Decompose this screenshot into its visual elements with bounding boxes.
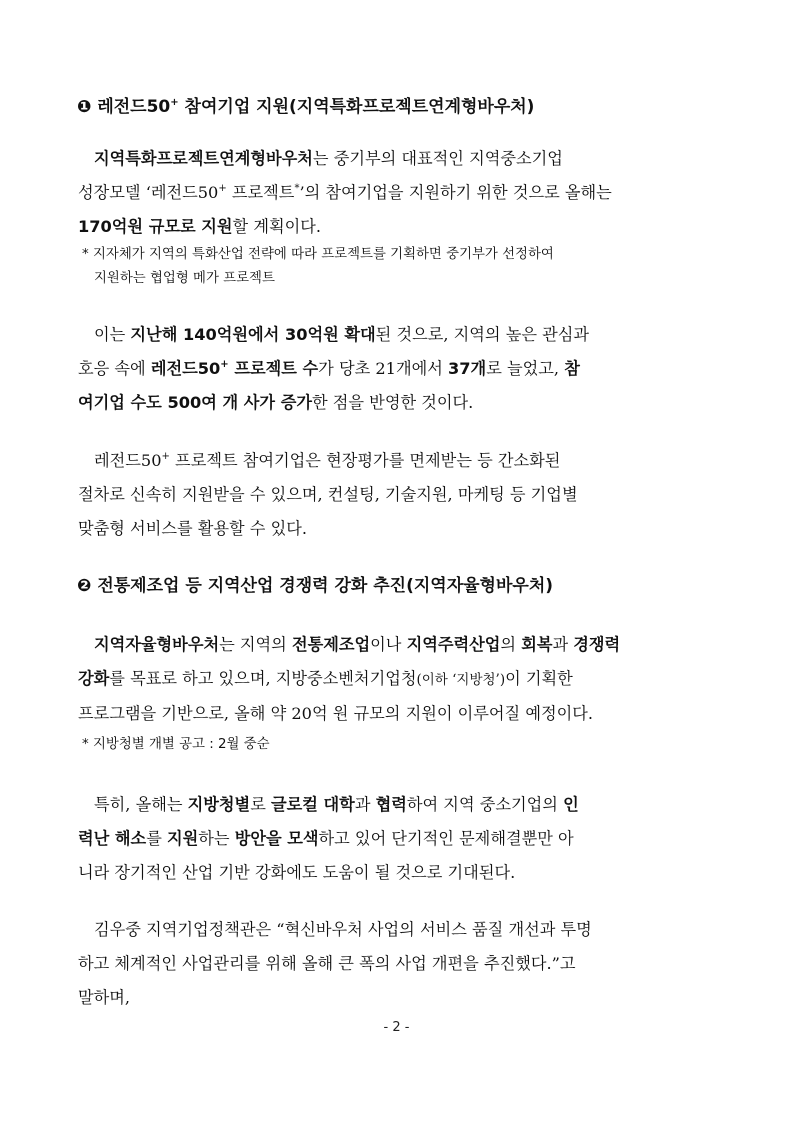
bold-text: 170억원 규모로 지원 (78, 217, 233, 236)
bold-text: 37개 (448, 359, 487, 378)
text: 레전드50 (94, 451, 162, 470)
text: 를 목표로 하고 있으며, 지방중소벤처기업청 (109, 669, 417, 688)
text: 된 것으로, 지역의 높은 관심과 (375, 325, 590, 344)
section1-paragraph2 (78, 318, 715, 420)
text: 과 (552, 635, 574, 654)
text: 하는 (198, 829, 235, 848)
superscript: * (294, 183, 300, 194)
text: 이나 (370, 635, 407, 654)
text: 하고 있어 단기적인 문제해결뿐만 아 (318, 829, 574, 848)
section2-paragraph2 (78, 788, 715, 890)
bold-text: 협력 (375, 795, 407, 814)
text: 이는 (94, 325, 131, 344)
section2-footnote (82, 733, 722, 757)
bold-text: 프로젝트 수 (228, 359, 319, 378)
line (78, 176, 715, 210)
bold-text: 방안을 모색 (234, 829, 319, 848)
section1-paragraph3 (78, 444, 715, 546)
page-number: - 2 - (383, 1020, 410, 1035)
bold-text: 강화 (78, 669, 110, 688)
text: 는 중기부의 대표적인 지역중소기업 (312, 149, 563, 168)
bold-text: 경쟁력 (573, 635, 621, 654)
line (78, 444, 715, 478)
number-marker-icon: ❶ (77, 97, 92, 117)
superscript: + (220, 359, 229, 370)
footnote-line: * 지자체가 지역의 특화산업 전략에 따라 프로젝트를 기획하면 중기부가 선정하여 (82, 247, 554, 262)
line: 김우중 지역기업정책관은 “혁신바우처 사업의 서비스 품질 개선과 투명 (94, 920, 592, 939)
text: 호응 속에 (78, 359, 151, 378)
section2-paragraph3 (78, 913, 715, 1015)
bold-text: 지방청별 (187, 795, 251, 814)
superscript: + (170, 97, 179, 108)
heading-text: 레전드50 (91, 97, 171, 117)
text: 한 점을 반영한 것이다. (311, 393, 474, 412)
line (78, 142, 715, 176)
bold-text: 지원 (166, 829, 199, 848)
text: 는 지역의 (219, 635, 292, 654)
section2-paragraph1 (78, 628, 715, 731)
bold-text: 지역주력산업 (406, 635, 501, 654)
text: 가 당초 21개에서 (318, 359, 449, 378)
footnote-line: 지원하는 협업형 메가 프로젝트 (94, 271, 275, 286)
line (78, 822, 715, 856)
text: 프로젝트 (226, 183, 295, 202)
line (78, 628, 715, 662)
text: 하여 지역 중소기업의 (406, 795, 564, 814)
line: 절차로 신속히 지원받을 수 있으며, 컨설팅, 기술지원, 마케팅 등 기업별 (78, 485, 578, 504)
text: 로 늘었고, (486, 359, 565, 378)
small-text: (이하 ‘지방청’) (416, 672, 506, 688)
text: 특히, 올해는 (94, 795, 188, 814)
bold-text: 여기업 수도 500여 개 사가 증가 (78, 393, 312, 412)
bold-text: 전통제조업 (291, 635, 371, 654)
text: 과 (354, 795, 376, 814)
text: 이 기획한 (505, 669, 573, 688)
text: 할 계획이다. (232, 217, 322, 236)
superscript: + (218, 183, 227, 194)
section1-paragraph1 (78, 142, 715, 244)
line (78, 352, 715, 386)
bold-text: 지난해 140억원에서 30억원 확대 (130, 325, 376, 344)
line (78, 788, 715, 822)
text: 의 (500, 635, 522, 654)
superscript: + (161, 451, 170, 462)
section1-footnote (82, 243, 722, 291)
footnote-line: * 지방청별 개별 공고 : 2월 중순 (82, 737, 270, 752)
bold-text: 레전드50 (150, 359, 221, 378)
bold-text: 참 (564, 359, 580, 378)
line: 하고 체계적인 사업관리를 위해 올해 큰 폭의 사업 개편을 추진했다.”고 (78, 954, 576, 973)
section1-heading (77, 92, 737, 117)
bold-text: 지역특화프로젝트연계형바우처 (94, 149, 313, 168)
line (78, 662, 715, 697)
text: 성장모델 ‘레전드50 (78, 183, 219, 202)
number-marker-icon: ❷ (77, 576, 92, 596)
line: 프로그램을 기반으로, 올해 약 20억 원 규모의 지원이 이루어질 예정이다. (78, 704, 594, 723)
text: 를 (146, 829, 167, 848)
line (78, 318, 715, 352)
text: 프로젝트 참여기업은 현장평가를 면제받는 등 간소화된 (169, 451, 561, 470)
line (78, 210, 715, 244)
bold-text: 지역자율형바우처 (94, 635, 220, 654)
text: ’의 참여기업을 지원하기 위한 것으로 올해는 (299, 183, 612, 202)
heading-text: 참여기업 지원(지역특화프로젝트연계형바우처) (178, 97, 535, 117)
line: 말하며, (78, 988, 131, 1007)
line: 맞춤형 서비스를 활용할 수 있다. (78, 519, 308, 538)
bold-text: 력난 해소 (78, 829, 147, 848)
bold-text: 인 (563, 795, 579, 814)
text: 로 (250, 795, 271, 814)
heading-text: 전통제조업 등 지역산업 경쟁력 강화 추진(지역자율형바우처) (91, 576, 554, 596)
line (78, 386, 715, 420)
line: 니라 장기적인 산업 기반 강화에도 도움이 될 것으로 기대된다. (78, 863, 516, 882)
bold-text: 글로컬 대학 (270, 795, 355, 814)
bold-text: 회복 (521, 635, 553, 654)
section2-heading (77, 571, 737, 596)
